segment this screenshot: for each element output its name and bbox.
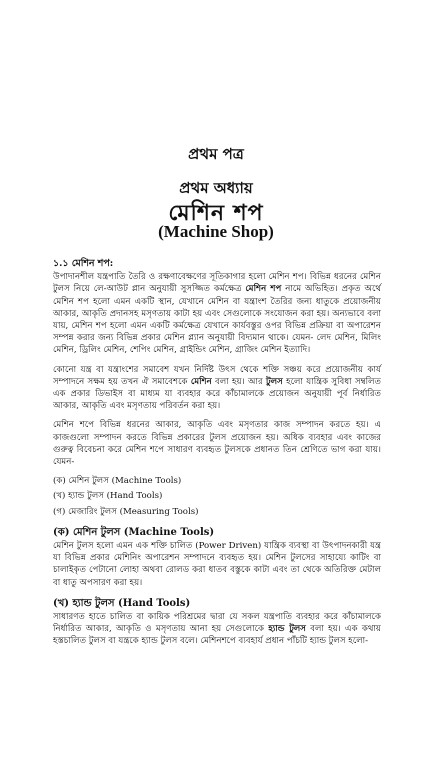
paper-title: প্রথম পত্র <box>188 145 244 163</box>
text-span: কোনো যন্ত্র বা যন্ত্রাংশের সমাবেশ যখন নির্দিষ্ট উৎস থেকে শক্তি সঞ্চয় করে প্রয়োজনীয় কার্য সম্পাদনে সক্ষম হয় তখন ঐ সমাবেশকে <box>53 364 381 387</box>
bold-term-hand-tools: হ্যান্ড টুলস <box>268 624 306 635</box>
text-span: সাধারণত হাতে চালিত বা কায়িক পরিশ্রমের দ্বারা যে সকল যন্ত্রপাতি ব্যবহার করে কাঁচামালকে নির্ধারিত আকার, আকৃতি ও মসৃণতায় আনা হয় সেগুলোকে <box>53 612 381 635</box>
text-span: হলো যান্ত্রিক সুবিধা সম্বলিত এক প্রকার ডিভাইস বা মাধ্যম যা ব্যবহার করে কাঁচামালকে প্রয়োজন অনুযায়ী পূর্ব নির্ধারিত আকার, আকৃতি এবং মসৃণতায় পরিবর্তন করা হয়। <box>53 376 381 412</box>
chapter-content <box>53 258 381 655</box>
paragraph-machine-shop-definition <box>53 271 381 356</box>
paragraph-tool-categories: মেশিন শপে বিভিন্ন ধরনের আকার, আকৃতি এবং মসৃণতার কাজ সম্পাদন করতে হয়। এ কাজগুলো সম্পাদন করতে বিভিন্ন প্রকারের টুলস প্রয়োজন হয়। অধিক ব্যবহার এবং কাজের গুরুত্ব বিবেচনা করে মেশিন শপে সাধারণ ব্যবহৃত টুলসকে প্রধানত তিন শ্রেণিতে ভাগ করা যায়। যেমন- <box>53 420 381 468</box>
chapter-english-title: (Machine Shop) <box>158 222 274 241</box>
chapter-subtitle: মেশিন শপ <box>168 200 264 226</box>
list-item: (খ) হ্যান্ড টুলস (Hand Tools) <box>53 491 163 502</box>
paragraph-machine-tools: মেশিন টুলস হলো এমন এক শক্তি চালিত (Power Driven) যান্ত্রিক ব্যবস্থা বা উৎপাদনকারী যন্ত্র যা বিভিন্ন প্রকার মেশিনিং অপারেশন সম্পাদনে ব্যবহৃত হয়। মেশিন টুলসের সাহায্যে কাটিং বা চালাইকৃত পেটানো লোহা অথবা রোলড করা ধাতব বস্তুকে কাটা এবং তা থেকে অতিরিক্ত মেটাল বা ধাতু অপসারণ করা হয়। <box>53 541 381 588</box>
text-span: বলা হয়। আর <box>211 376 267 387</box>
section-heading-1-1: ১.১ মেশিন শপ: <box>53 258 114 269</box>
bold-term-tools: টুলস <box>266 376 283 387</box>
list-item: (ক) মেশিন টুলস (Machine Tools) <box>53 476 182 487</box>
chapter-title: প্রথম অধ্যায় <box>179 179 253 197</box>
paragraph-machine-tool-definition <box>53 364 381 413</box>
text-span: উপাদানশীল যন্ত্রপাতি তৈরি ও রক্ষণাবেক্ষণের সূতিকাগার হলো মেশিন শপ। বিভিন্ন ধরনের মেশিন টুলস নিয়ে লে-আউট প্লান অনুযায়ী সুসজ্জিত কর্মক্ষেত্র <box>53 272 381 295</box>
tool-category-list <box>53 475 381 518</box>
list-item: (গ) মেজারিং টুলস (Measuring Tools) <box>53 506 199 517</box>
bold-term-machine: মেশিন <box>190 376 212 387</box>
heading-machine-tools: (ক) মেশিন টুলস (Machine Tools) <box>53 526 215 538</box>
paragraph-hand-tools <box>53 611 381 648</box>
heading-hand-tools: (খ) হ্যান্ড টুলস (Hand Tools) <box>53 597 191 609</box>
bold-term-machine-shop: মেশিন শপ <box>245 284 282 295</box>
text-span: বলা হয়। এক কথায় হস্তচালিত টুলস বা যন্ত্রকে হ্যান্ড টুলস বলে। মেশিনশপে ব্যবহার্য প্রধান পাঁচটি হ্যান্ড টুলস হলো- <box>53 624 381 647</box>
text-span: নামে অভিহিত। প্রকৃত অর্থে মেশিন শপ হলো এমন একটি স্থান, যেখানে মেশিন বা যন্ত্রাংশ তৈরির জন্য ধাতুকে প্রয়োজনীয় আকার, আকৃতি প্রদানসহ মসৃণতায় কাটা হয় এবং সেগুলোকে সংযোজন করা হয়। অন্যভাবে বলা যায়, মেশিন শপ হলো এমন একটি কর্মক্ষেত্র যেখানে কার্যবস্তুর ওপর বিভিন্ন প্রক্রিয়া বা অপারেশন সম্পন্ন করার জন্য বিভিন্ন প্রকার মেশিন প্ল্যান অনুযায়ী বিদ্যমান থাকে। যেমন- লেদ মেশিন, মিলিং মেশিন, ড্রিলিং মেশিন, শেপিং মেশিন, গ্রাইন্ডিং মেশিন, গ্রাজিং মেশিন ইত্যাদি। <box>53 284 381 356</box>
